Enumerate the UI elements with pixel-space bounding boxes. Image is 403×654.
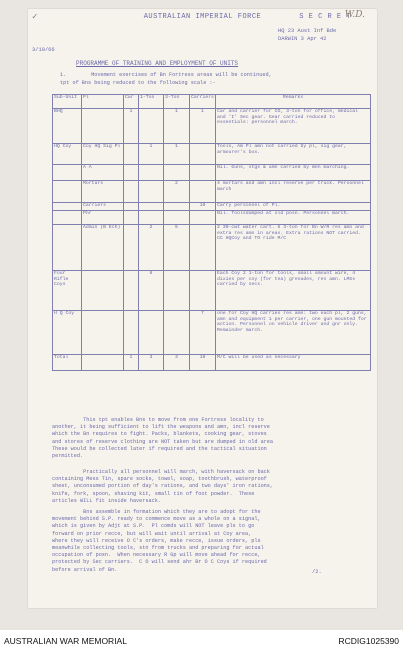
header-title: AUSTRALIAN IMPERIAL FORCE (143, 13, 262, 21)
cell-remarks: Nil. Toolsdumped at old posn. Personnel march. (216, 211, 371, 225)
cell-car (124, 211, 139, 225)
cell-platoon (82, 311, 124, 355)
para3-line: articles WILL fit inside haversack. (52, 497, 161, 504)
cell-platoon: Pnr (82, 211, 124, 225)
para2-line: and stores of reserve clothing are NOT taken but are dumped in old area (52, 438, 274, 445)
cell-carriers (190, 225, 216, 271)
table-row (53, 271, 371, 311)
cell-remarks: Nil. Guns, stgs & amn carried by men marching. (216, 165, 371, 181)
cell-carriers (190, 181, 216, 203)
cell-remarks: 2 30-cwt water cart. 5 3-ton for Bn W/R res amn and extra res amn in areas. Extra rations NOT carried. CC HQCoy and TO ride M/C (216, 225, 371, 271)
cell-sub-unit (53, 225, 82, 271)
para4-line: occupation of posn. When necessary R Gp will move ahead for recce, (52, 552, 261, 559)
table-row (53, 165, 371, 181)
cell-one-ton (139, 203, 164, 211)
cell-car (124, 311, 139, 355)
table-row (53, 203, 371, 211)
classification-label: S E C R E T (299, 13, 351, 21)
cell-car: 1 (124, 355, 139, 371)
cell-one-ton (139, 181, 164, 203)
col-header-3-ton: 3-Ton (164, 95, 190, 109)
footer-bar (0, 630, 403, 654)
document-title: PROGRAMME OF TRAINING AND EMPLOYMENT OF UNITS (76, 60, 239, 67)
table-row (53, 144, 371, 165)
unit-line: HQ 23 Aust Inf Bde (278, 28, 337, 34)
cell-remarks: 4 mortars and amn incl reserve per truck. Personnel march (216, 181, 371, 203)
table-row (53, 109, 371, 144)
cell-sub-unit (53, 165, 82, 181)
col-header-car: Car (124, 95, 139, 109)
cell-car (124, 144, 139, 165)
cell-carriers (190, 211, 216, 225)
place-date-line: DARWIN 3 Apr 42 (278, 36, 327, 42)
col-header-pl: Pl (82, 95, 124, 109)
cell-three-ton (164, 311, 190, 355)
para4-line: Bns assemble in formation which they are to adopt for the (52, 509, 261, 515)
cell-remarks: Car and carrier for CO, 3-ton for office, medical and 'I' Sec gear. Gear carried reduced to essentials: personnel march. (216, 109, 371, 144)
cell-carriers (190, 165, 216, 181)
cell-three-ton (164, 165, 190, 181)
cell-three-ton: 1 (164, 144, 190, 165)
cell-three-ton (164, 203, 190, 211)
cell-car: 1 (124, 109, 139, 144)
para2-line: which the Bn requires to fight. Packs, blankets, cooking gear, stoves (52, 431, 267, 438)
cell-one-ton: 3 (139, 355, 164, 371)
cell-sub-unit (53, 211, 82, 225)
cell-platoon: Carriers (82, 203, 124, 211)
document-header (28, 13, 377, 25)
para2-line: This tpt enables Bns to move from one Fortress locality to (52, 417, 264, 423)
cell-three-ton (164, 271, 190, 311)
cell-car (124, 203, 139, 211)
cell-platoon (82, 109, 124, 144)
para4-line: meanwhile collecting tools, stn from trucks and preparing for actual (52, 545, 264, 551)
para3-line: knife, fork, spoon, shaving kit, small tin of foot powder. These (52, 490, 255, 497)
cell-carriers: 10 (190, 203, 216, 211)
cell-sub-unit: Total (53, 355, 82, 371)
document-page (28, 9, 377, 608)
para4-line: forward on prior recce, but will wait until arrival at Coy area, (52, 530, 252, 537)
cell-remarks: Each Coy 2 1-ton for tools, small amount wire, 4 dixies per coy (for tea) grenades, res amn. LMGs carried by secs. (216, 271, 371, 311)
cell-car (124, 181, 139, 203)
cell-car (124, 225, 139, 271)
cell-platoon: Mortars (82, 181, 124, 203)
cell-sub-unit (53, 181, 82, 203)
para2-line: These would be collected later if required and the tactical situation (52, 445, 267, 452)
cell-three-ton: 2 (164, 181, 190, 203)
pencil-annotation: W.D. (344, 10, 365, 20)
footer-source: AUSTRALIAN WAR MEMORIAL (4, 636, 127, 646)
programme-table (52, 94, 371, 371)
table-row (53, 225, 371, 271)
para4-line: which is given by Adjt at S.P. Pl comds will NOT leave pls to go (52, 523, 255, 530)
table-header-row (53, 95, 371, 109)
col-header-1-ton: 1-Ton (139, 95, 164, 109)
footer-id: RCDIG1025390 (338, 636, 399, 646)
cell-platoon: Admin (B Ech) (82, 225, 124, 271)
tick-mark: ✓ (32, 12, 38, 22)
para4-line: protected by Sec carriers. C O will send ahr Br O C Coys if required (52, 559, 267, 566)
table-row (53, 311, 371, 355)
cell-one-ton: 2 (139, 225, 164, 271)
reference-number: 3/10/66 (32, 47, 55, 53)
cell-platoon (82, 355, 124, 371)
cell-platoon: Coy HQ Sig Pl (82, 144, 124, 165)
para4-line: where they will receive O C's orders, make recce, issue orders, pls (52, 537, 261, 544)
cell-carriers: 18 (190, 355, 216, 371)
cell-one-ton (139, 311, 164, 355)
cell-car (124, 271, 139, 311)
table-row (53, 181, 371, 203)
cell-sub-unit: HQ Coy (53, 144, 82, 165)
cell-remarks: one for Coy HQ carries res amn: two each pl, 2 guns, amn and equipment 1 per carrier, one gun mounted for action. Personnel on vehicle driver and gnr only. Remainder march. (216, 311, 371, 355)
cell-car (124, 165, 139, 181)
cell-carriers: 7 (190, 311, 216, 355)
para3-line: Practically all personnel will march, with haversack on back (52, 469, 270, 475)
para3-line: sheet, unconsumed portion of day's rations, and two days' iron rations, (52, 483, 274, 490)
cell-remarks: Carry personnel of Pl. (216, 203, 371, 211)
table-row (53, 211, 371, 225)
cell-platoon (82, 271, 124, 311)
cell-one-ton (139, 165, 164, 181)
page-marker: /2. (312, 569, 322, 575)
cell-one-ton: 8 (139, 271, 164, 311)
cell-remarks: Tools, Am Pl amn not carried by pl, sig gear, armourer's box. (216, 144, 371, 165)
cell-remarks: M/C will be used as necessary (216, 355, 371, 371)
para3-line: containing Mess Tin, spare socks, towel, soap, toothbrush, waterproof (52, 476, 267, 483)
cell-three-ton: 1 (164, 109, 190, 144)
cell-carriers (190, 144, 216, 165)
cell-carriers (190, 271, 216, 311)
cell-platoon: A A (82, 165, 124, 181)
cell-sub-unit (53, 203, 82, 211)
cell-one-ton (139, 109, 164, 144)
cell-one-ton: 1 (139, 144, 164, 165)
cell-sub-unit: H Q Coy (53, 311, 82, 355)
cell-sub-unit: Four Rifle Coys (53, 271, 82, 311)
cell-one-ton (139, 211, 164, 225)
col-header-sub-unit: Sub-Unit (53, 95, 82, 109)
table-row (53, 355, 371, 371)
para2-line: another, it being sufficient to lift the weapons and amn, incl reserve (52, 424, 270, 431)
intro-line-1: 1. Movement exercises of Bn Fortress areas will be continued, (60, 72, 272, 78)
cell-three-ton: 3 (164, 355, 190, 371)
para4-line: movement behind S.P. ready to commence move as a whole on a signal, (52, 516, 261, 523)
col-header-remarks: Remarks (216, 95, 371, 109)
para4-line: before arrival of Bn. (52, 566, 118, 573)
col-header-carriers: Carriers (190, 95, 216, 109)
cell-sub-unit: BHQ (53, 109, 82, 144)
para2-line: permitted. (52, 453, 84, 459)
cell-carriers: 1 (190, 109, 216, 144)
intro-line-2: tpt of Bns being reduced to the following scale :- (60, 80, 216, 86)
cell-three-ton (164, 211, 190, 225)
cell-three-ton: 5 (164, 225, 190, 271)
